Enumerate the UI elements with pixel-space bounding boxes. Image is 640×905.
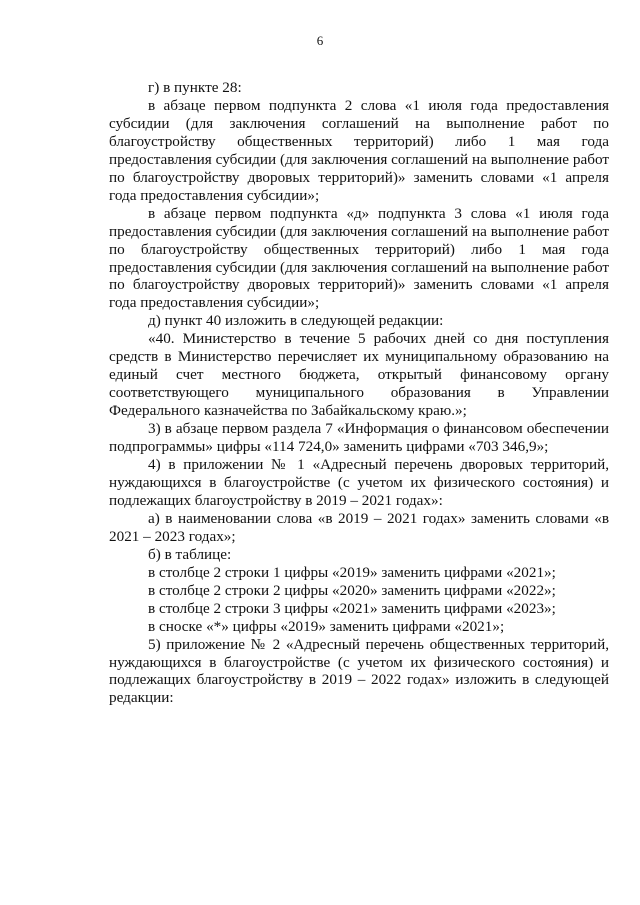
paragraph-row-1: в столбце 2 строки 1 цифры «2019» заменить цифрами «2021»;: [148, 563, 556, 581]
paragraph-point-40: «40. Министерство в течение 5 рабочих дней со дня поступления средств в Министерство перечисляет их муниципальному образованию на единый счет местного бюджета, открытый финансовому органу соответствующего муниципального образования в Управлении Федерального казначейства по Забайкальскому краю.»;: [109, 330, 609, 420]
paragraph-subpoint-2: в абзаце первом подпункта 2 слова «1 июля года предоставления субсидии (для заключения соглашений на выполнение работ по благоустройству общественных территорий) либо 1 мая года предоставления субсидии (для заключения соглашений на выполнение работ по благоустройству дворовых территорий)» заменить словами «1 апреля года предоставления субсидии»;: [109, 96, 609, 204]
paragraph-item-4: 4) в приложении № 1 «Адресный перечень дворовых территорий, нуждающихся в благоустройстве (с учетом их физического состояния) и подлежащих благоустройству в 2019 – 2021 годах»:: [109, 456, 609, 509]
paragraph-item-g: г) в пункте 28:: [148, 79, 242, 96]
paragraph-item-d: д) пункт 40 изложить в следующей редакции:: [148, 312, 444, 330]
paragraph-footnote: в сноске «*» цифры «2019» заменить цифрами «2021»;: [148, 617, 505, 635]
paragraph-item-b: б) в таблице:: [148, 545, 232, 563]
document-body: [109, 79, 609, 707]
paragraph-item-3: 3) в абзаце первом раздела 7 «Информация о финансовом обеспечении подпрограммы» цифры «114 724,0» заменить цифрами «703 346,9»;: [109, 420, 609, 456]
paragraph-item-5: 5) приложение № 2 «Адресный перечень общественных территорий, нуждающихся в благоустройстве (с учетом их физического состояния) и подлежащих благоустройству в 2019 – 2022 годах» изложить в следующей редакции:: [109, 635, 609, 707]
paragraph-row-2: в столбце 2 строки 2 цифры «2020» заменить цифрами «2022»;: [148, 581, 556, 599]
paragraph-item-a: а) в наименовании слова «в 2019 – 2021 годах» заменить словами «в 2021 – 2023 годах»;: [109, 509, 609, 545]
paragraph-subpoint-d: в абзаце первом подпункта «д» подпункта 3 слова «1 июля года предоставления субсидии (для заключения соглашений на выполнение работ по благоустройству общественных территорий) либо 1 мая года предоставления субсидии (для заключения соглашений на выполнение работ по благоустройству дворовых территорий)» заменить словами «1 апреля года предоставления субсидии»;: [109, 204, 609, 312]
paragraph-row-3: в столбце 2 строки 3 цифры «2021» заменить цифрами «2023»;: [148, 599, 556, 617]
page-number: 6: [316, 33, 324, 48]
